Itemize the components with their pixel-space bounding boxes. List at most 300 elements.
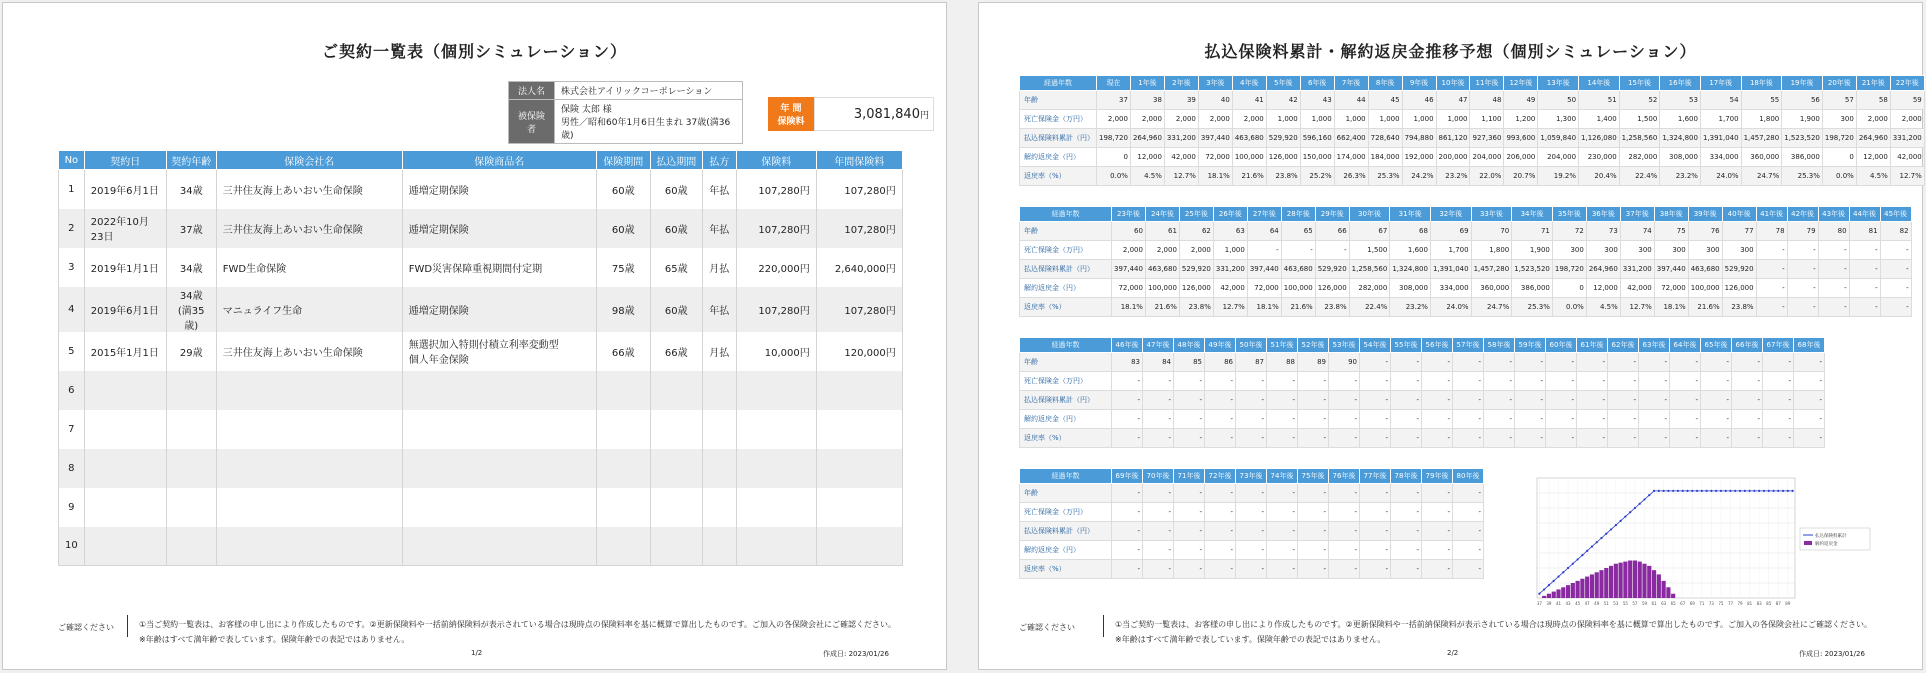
cell-rate: -: [1391, 429, 1422, 448]
cell-rate: -: [1329, 560, 1360, 579]
table-row: [1020, 260, 1912, 279]
page-title: ご契約一覧表（個別シミュレーション）: [321, 42, 628, 61]
cell-paid: 1,258,560: [1619, 129, 1660, 148]
cell-no: 6: [59, 371, 85, 410]
row-label: 解約返戻金（円）: [1020, 279, 1112, 298]
cell-age: -: [1763, 353, 1794, 372]
cell-rate: 25.3%: [1512, 298, 1553, 317]
cell-term: [596, 449, 650, 488]
year-header: 47年後: [1143, 338, 1174, 353]
cell-age: 48: [1470, 91, 1504, 110]
cell-age: -: [1391, 353, 1422, 372]
cell-paid: 1,258,560: [1349, 260, 1390, 279]
cell-surrender: -: [1143, 410, 1174, 429]
cell-pay-term: 66歳: [650, 332, 702, 371]
year-header: 現在: [1097, 76, 1131, 91]
cell-rate: 12.7%: [1213, 298, 1247, 317]
cell-paid: -: [1787, 260, 1818, 279]
cell-surrender: -: [1112, 541, 1143, 560]
cell-rate: 4.5%: [1130, 167, 1164, 186]
x-tick-label: 57: [1632, 601, 1638, 606]
cell-paid: -: [1639, 391, 1670, 410]
cell-surrender: -: [1670, 410, 1701, 429]
year-header: 68年後: [1794, 338, 1825, 353]
cell-surrender: -: [1849, 279, 1880, 298]
table-row: [1020, 541, 1484, 560]
cell-product-line2: 個人年金保険: [408, 355, 469, 366]
cell-age: -: [1577, 353, 1608, 372]
cell-death: -: [1453, 372, 1484, 391]
table-row: [59, 170, 903, 209]
cell-paid: -: [1763, 391, 1794, 410]
cell-age: [166, 371, 216, 410]
cell-death: -: [1298, 503, 1329, 522]
footer-note-1: ①当ご契約一覧表は、お客様の申し出により作成したものです。②更新保険料や一括前納保険料が表示されている場合は現時点の保険料率を基に概算で算出したものです。ご加入の各保険会社にご確認ください。: [139, 620, 897, 629]
cell-age: 80: [1818, 222, 1849, 241]
cell-surrender: -: [1546, 410, 1577, 429]
year-header: 23年後: [1112, 207, 1146, 222]
cell-death: 2,000: [1198, 110, 1232, 129]
cell-paid: 264,960: [1130, 129, 1164, 148]
cell-age: 89: [1298, 353, 1329, 372]
cell-surrender: -: [1422, 410, 1453, 429]
cell-death: 1,000: [1300, 110, 1334, 129]
cell-paid: -: [1205, 522, 1236, 541]
cell-date: [84, 449, 166, 488]
cell-surrender: 12,000: [1586, 279, 1620, 298]
surrender-bar: [1609, 566, 1613, 598]
footer-divider: [127, 615, 128, 637]
x-tick-label: 37: [1536, 601, 1542, 606]
cell-rate: 21.6%: [1281, 298, 1315, 317]
cell-age: 63: [1213, 222, 1247, 241]
paid-point: [1787, 490, 1789, 492]
table-row: [1020, 560, 1484, 579]
cell-death: -: [1818, 241, 1849, 260]
cell-age: 68: [1390, 222, 1431, 241]
cell-age: 50: [1538, 91, 1579, 110]
cell-paid: 1,059,840: [1538, 129, 1579, 148]
year-header: 56年後: [1422, 338, 1453, 353]
year-header: 71年後: [1174, 469, 1205, 484]
cell-death: 2,000: [1130, 110, 1164, 129]
column-header: 払方: [702, 151, 736, 170]
table-row: [59, 209, 903, 248]
paid-point: [1763, 490, 1765, 492]
table-row: [59, 488, 903, 527]
cell-rate: -: [1732, 429, 1763, 448]
cell-age: 37: [1097, 91, 1131, 110]
x-tick-label: 69: [1689, 601, 1695, 606]
cell-rate: -: [1453, 429, 1484, 448]
column-header: 保険商品名: [402, 151, 596, 170]
paid-point: [1696, 490, 1698, 492]
cell-paid: 728,640: [1368, 129, 1402, 148]
cell-paid: 198,720: [1097, 129, 1131, 148]
year-header: 18年後: [1741, 76, 1782, 91]
cell-death: -: [1236, 372, 1267, 391]
cell-age: -: [1360, 353, 1391, 372]
cell-age: [166, 209, 216, 248]
surrender-bar: [1547, 594, 1551, 598]
paid-point: [1772, 490, 1774, 492]
cell-death: -: [1422, 372, 1453, 391]
cell-death: 1,200: [1504, 110, 1538, 129]
cell-surrender: 360,000: [1741, 148, 1782, 167]
year-header: 7年後: [1334, 76, 1368, 91]
annual-premium-label-1: 年 間: [780, 104, 802, 114]
year-header: 15年後: [1619, 76, 1660, 91]
cell-death: -: [1112, 503, 1143, 522]
cell-no: 3: [59, 248, 85, 287]
cell-surrender: 72,000: [1654, 279, 1688, 298]
cell-paid: -: [1756, 260, 1787, 279]
cell-age: -: [1267, 484, 1298, 503]
table-row: [59, 287, 903, 332]
paid-point: [1567, 567, 1569, 569]
cell-age: 55: [1741, 91, 1782, 110]
surrender-bar: [1590, 574, 1594, 598]
cell-no: 5: [59, 332, 85, 371]
year-header: 64年後: [1670, 338, 1701, 353]
cell-death: -: [1794, 372, 1825, 391]
table-row: [1020, 391, 1825, 410]
x-tick-label: 47: [1584, 601, 1590, 606]
cell-paid: -: [1391, 391, 1422, 410]
surrender-bar: [1595, 572, 1599, 598]
cell-age: -: [1112, 484, 1143, 503]
cell-surrender: 100,000: [1145, 279, 1179, 298]
cell-annual: [816, 527, 902, 566]
cell-rate: -: [1174, 560, 1205, 579]
cell-surrender: 12,000: [1130, 148, 1164, 167]
cell-age: [166, 410, 216, 449]
cell-no: 7: [59, 410, 85, 449]
cell-surrender: -: [1880, 279, 1911, 298]
cell-paid: -: [1818, 260, 1849, 279]
cell-death: -: [1670, 372, 1701, 391]
cell-death: -: [1329, 372, 1360, 391]
cell-product: [402, 209, 596, 248]
cell-age: -: [1453, 484, 1484, 503]
cell-death: -: [1298, 372, 1329, 391]
cell-death: -: [1143, 372, 1174, 391]
footer-divider: [1103, 615, 1104, 637]
cell-rate: -: [1360, 429, 1391, 448]
cell-product-line1: 逓増定期保険: [408, 305, 469, 317]
table-row: [1020, 279, 1912, 298]
cell-rate: -: [1298, 429, 1329, 448]
cell-paid: -: [1453, 522, 1484, 541]
cell-product: [402, 371, 596, 410]
cell-surrender: 334,000: [1430, 279, 1471, 298]
cell-age: 38: [1130, 91, 1164, 110]
projection-page: [978, 2, 1923, 670]
row-label: 年齢: [1020, 353, 1112, 372]
paid-point: [1605, 533, 1607, 535]
cell-death: 1,600: [1660, 110, 1701, 129]
paid-point: [1581, 554, 1583, 556]
paid-point: [1749, 490, 1751, 492]
row-label: 死亡保険金（万円）: [1020, 241, 1112, 260]
year-header: 40年後: [1722, 207, 1756, 222]
cell-surrender: -: [1818, 279, 1849, 298]
cell-product-line1: FWD災害保障重視期間付定期: [408, 263, 543, 275]
cell-paid: -: [1732, 391, 1763, 410]
cell-paid: -: [1670, 391, 1701, 410]
paid-point: [1648, 494, 1650, 496]
cell-age: 64: [1247, 222, 1281, 241]
row-label: 死亡保険金（万円）: [1020, 372, 1112, 391]
cell-death: -: [1701, 372, 1732, 391]
cell-paid: -: [1608, 391, 1639, 410]
cell-paid: -: [1112, 522, 1143, 541]
year-header: 1年後: [1130, 76, 1164, 91]
cell-surrender: 72,000: [1112, 279, 1146, 298]
cell-product: [402, 488, 596, 527]
cell-death: 300: [1620, 241, 1654, 260]
year-header: 16年後: [1660, 76, 1701, 91]
row-label: 年齢: [1020, 222, 1112, 241]
cell-company: [216, 488, 402, 527]
legend-label-paid: 払込保険料累計: [1815, 534, 1847, 539]
cell-paid: -: [1484, 391, 1515, 410]
row-header: 経過年数: [1020, 338, 1112, 353]
cell-paid: 794,880: [1402, 129, 1436, 148]
cell-company: 三井住友海上あいおい生命保険: [216, 209, 402, 248]
year-header: 17年後: [1700, 76, 1741, 91]
surrender-bar: [1566, 585, 1570, 598]
cell-age: [166, 449, 216, 488]
cell-surrender: -: [1484, 410, 1515, 429]
cell-surrender: 360,000: [1471, 279, 1512, 298]
year-header: 24年後: [1145, 207, 1179, 222]
cell-age: 62: [1179, 222, 1213, 241]
cell-paid: -: [1546, 391, 1577, 410]
year-header: 61年後: [1577, 338, 1608, 353]
cell-rate: -: [1267, 560, 1298, 579]
column-header: 契約年齢: [166, 151, 216, 170]
cell-death: 1,000: [1213, 241, 1247, 260]
cell-rate: -: [1236, 560, 1267, 579]
year-header: 20年後: [1822, 76, 1856, 91]
cell-death: 1,400: [1579, 110, 1620, 129]
x-tick-label: 79: [1737, 601, 1743, 606]
cell-rate: -: [1391, 560, 1422, 579]
paid-point: [1677, 490, 1679, 492]
client-info-table: [508, 81, 743, 144]
cell-paid: 397,440: [1247, 260, 1281, 279]
year-header: 53年後: [1329, 338, 1360, 353]
cell-age: 79: [1787, 222, 1818, 241]
cell-paid: -: [1329, 391, 1360, 410]
cell-paid: -: [1360, 522, 1391, 541]
cell-age: -: [1205, 484, 1236, 503]
cell-paid: 463,680: [1232, 129, 1266, 148]
cell-rate: 24.7%: [1741, 167, 1782, 186]
cell-age: [166, 287, 216, 332]
cell-paid: 1,391,040: [1430, 260, 1471, 279]
cell-rate: 24.0%: [1700, 167, 1741, 186]
cell-rate: 21.6%: [1145, 298, 1179, 317]
cell-annual: [816, 371, 902, 410]
surrender-bar: [1666, 587, 1670, 598]
cell-paid: 331,200: [1164, 129, 1198, 148]
cell-surrender: -: [1143, 541, 1174, 560]
year-header: 46年後: [1112, 338, 1143, 353]
projection-table-1: [1019, 75, 1925, 186]
cell-age: 71: [1512, 222, 1553, 241]
cell-paid: -: [1577, 391, 1608, 410]
x-tick-label: 49: [1594, 601, 1600, 606]
year-header: 66年後: [1732, 338, 1763, 353]
cell-death: 1,000: [1368, 110, 1402, 129]
cell-company: [216, 527, 402, 566]
cell-age-line1: 34歳: [179, 263, 203, 275]
cell-surrender: -: [1794, 410, 1825, 429]
row-label: 返戻率（%）: [1020, 167, 1097, 186]
table-row: [1020, 522, 1484, 541]
cell-rate: 20.4%: [1579, 167, 1620, 186]
paid-point: [1701, 490, 1703, 492]
paid-point: [1782, 490, 1784, 492]
year-header: 39年後: [1688, 207, 1722, 222]
cell-surrender: -: [1236, 541, 1267, 560]
cell-surrender: -: [1205, 541, 1236, 560]
cell-paid: 529,920: [1179, 260, 1213, 279]
year-header: 13年後: [1538, 76, 1579, 91]
cell-death: -: [1484, 372, 1515, 391]
cell-product: [402, 248, 596, 287]
x-tick-label: 77: [1727, 601, 1734, 606]
column-header: No: [59, 151, 85, 170]
cell-product: [402, 410, 596, 449]
paid-point: [1538, 593, 1540, 595]
cell-product: [402, 287, 596, 332]
table-row: [1020, 372, 1825, 391]
year-header: 29年後: [1315, 207, 1349, 222]
cell-paid: 463,680: [1281, 260, 1315, 279]
year-header: 30年後: [1349, 207, 1390, 222]
cell-age: 78: [1756, 222, 1787, 241]
year-header: 34年後: [1512, 207, 1553, 222]
paid-point: [1596, 541, 1598, 543]
row-label: 払込保険料累計（円）: [1020, 260, 1112, 279]
x-tick-label: 53: [1613, 601, 1619, 606]
cell-paid: 1,391,040: [1700, 129, 1741, 148]
cell-age: 83: [1112, 353, 1143, 372]
year-header: 38年後: [1654, 207, 1688, 222]
cell-age: 82: [1880, 222, 1911, 241]
cell-surrender: 100,000: [1688, 279, 1722, 298]
row-label: 年齢: [1020, 484, 1112, 503]
page-number: 2/2: [1447, 649, 1459, 657]
cell-no: 10: [59, 527, 85, 566]
year-header: 48年後: [1174, 338, 1205, 353]
cell-company: [216, 371, 402, 410]
cell-surrender: -: [1453, 410, 1484, 429]
cell-death: 1,300: [1538, 110, 1579, 129]
cell-age-line1: 34歳: [179, 185, 203, 197]
surrender-bar: [1556, 589, 1560, 598]
created-date: 作成日: 2023/01/26: [1799, 650, 1865, 658]
cell-death: 300: [1552, 241, 1586, 260]
cell-date: [84, 527, 166, 566]
table-row: [59, 449, 903, 488]
insured-detail: 男性／昭和60年1月6日生まれ 37歳(満36歳): [561, 118, 731, 141]
cell-death: -: [1422, 503, 1453, 522]
paid-point: [1672, 490, 1674, 492]
paid-point: [1710, 490, 1712, 492]
cell-death: 1,500: [1349, 241, 1390, 260]
cell-surrender: 126,000: [1315, 279, 1349, 298]
cell-paid: 529,920: [1722, 260, 1756, 279]
cell-company: [216, 410, 402, 449]
cell-rate: -: [1880, 298, 1911, 317]
cell-age: -: [1701, 353, 1732, 372]
cell-age: 53: [1660, 91, 1701, 110]
cell-death: 300: [1586, 241, 1620, 260]
surrender-bar: [1647, 566, 1651, 598]
row-label: 返戻率（%）: [1020, 298, 1112, 317]
table-row: [1020, 353, 1825, 372]
table-row: [59, 410, 903, 449]
legend-label-surrender: 解約返戻金: [1815, 542, 1838, 547]
cell-death: -: [1236, 503, 1267, 522]
cell-premium: 107,280円: [736, 170, 816, 209]
year-header: 63年後: [1639, 338, 1670, 353]
cell-rate: -: [1298, 560, 1329, 579]
cell-paid: 331,200: [1890, 129, 1924, 148]
cell-rate: 19.2%: [1538, 167, 1579, 186]
cell-death: -: [1360, 372, 1391, 391]
footer-notes: [1115, 617, 1872, 647]
year-header: 8年後: [1368, 76, 1402, 91]
cell-paid: 397,440: [1654, 260, 1688, 279]
paid-point: [1663, 490, 1665, 492]
cell-annual: [816, 410, 902, 449]
year-header: 59年後: [1515, 338, 1546, 353]
cell-death: -: [1247, 241, 1281, 260]
cell-method: [702, 410, 736, 449]
column-header: 払込期間: [650, 151, 702, 170]
cell-rate: -: [1174, 429, 1205, 448]
cell-rate: 24.0%: [1430, 298, 1471, 317]
projection-table-4: [1019, 468, 1484, 579]
cell-age: -: [1670, 353, 1701, 372]
cell-age: [166, 527, 216, 566]
cell-rate: -: [1756, 298, 1787, 317]
paid-point: [1553, 580, 1555, 582]
year-header: 3年後: [1198, 76, 1232, 91]
cell-annual: [816, 488, 902, 527]
cell-rate: -: [1577, 429, 1608, 448]
cell-age: 90: [1329, 353, 1360, 372]
year-header: 65年後: [1701, 338, 1732, 353]
cell-term: 60歳: [596, 209, 650, 248]
cell-death: 300: [1688, 241, 1722, 260]
cell-age: -: [1298, 484, 1329, 503]
cell-paid: -: [1267, 522, 1298, 541]
cell-surrender: 386,000: [1512, 279, 1553, 298]
cell-company: [216, 449, 402, 488]
paid-point: [1557, 575, 1559, 577]
year-header: 6年後: [1300, 76, 1334, 91]
cell-rate: -: [1515, 429, 1546, 448]
cell-surrender: 308,000: [1660, 148, 1701, 167]
cell-date: 2019年1月1日: [84, 248, 166, 287]
cell-no: 8: [59, 449, 85, 488]
